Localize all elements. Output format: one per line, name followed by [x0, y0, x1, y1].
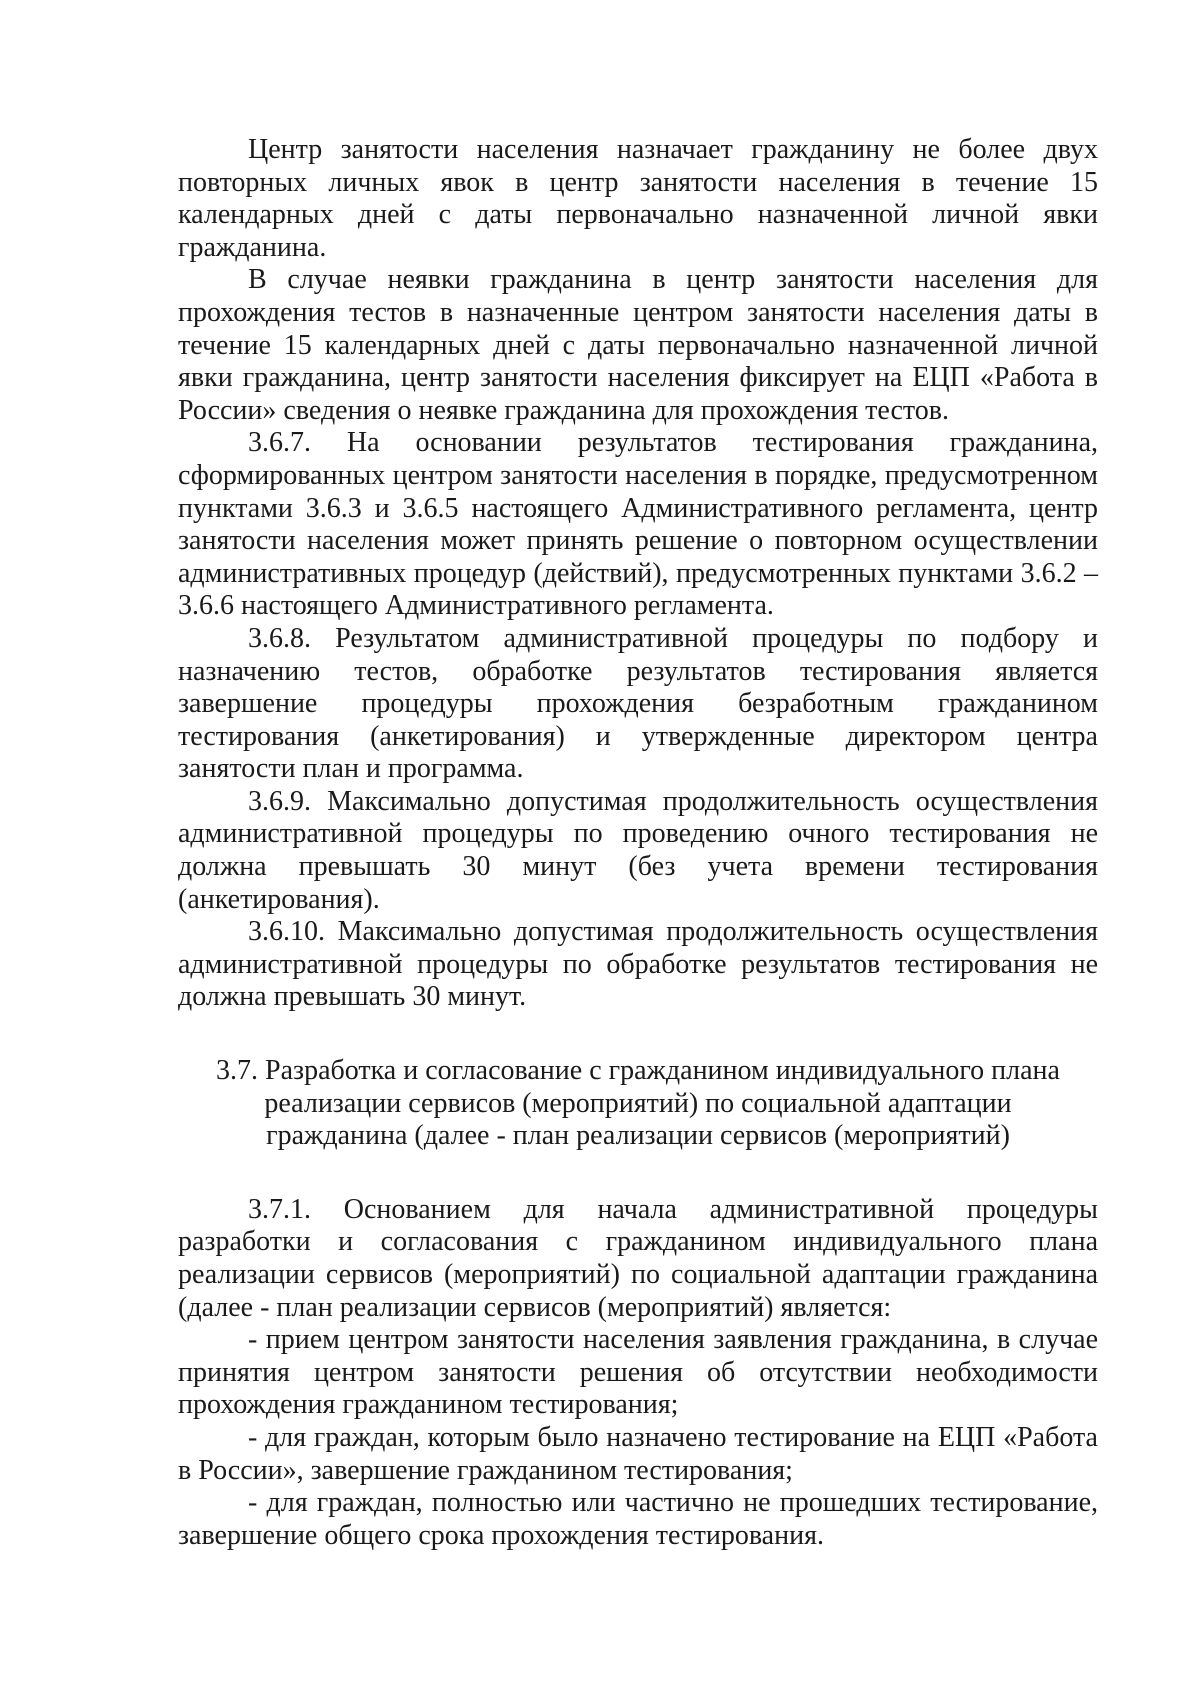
- list-item-testing-not-passed: - для граждан, полностью или частично не прошедших тестирование, завершение общего срока прохождения тестирования.: [178, 1487, 1098, 1551]
- paragraph-repeat-visits: Центр занятости населения назначает гражданину не более двух повторных личных явок в центр занятости населения в течение 15 календарных дней с даты первоначально назначенной личной явки гражданина.: [178, 134, 1098, 263]
- paragraph-3-7-1: 3.7.1. Основанием для начала административной процедуры разработки и согласования с гражданином индивидуального плана реализации сервисов (мероприятий) по социальной адаптации гражданина (далее - план реализации сервисов (мероприятий) является:: [178, 1193, 1098, 1323]
- paragraph-3-6-7: 3.6.7. На основании результатов тестирования гражданина, сформированных центром занятости населения в порядке, предусмотренном пунктами 3.6.3 и 3.6.5 настоящего Административного регламента, центр занятости населения может принять решение о повторном осуществлении административных процедур (действий), предусмотренных пунктами 3.6.2 – 3.6.6 настоящего Административного регламента.: [178, 427, 1098, 622]
- document-body: [178, 134, 1098, 1552]
- list-item-application: - прием центром занятости населения заявления гражданина, в случае принятия центром занятости решения об отсутствии необходимости прохождения гражданином тестирования;: [178, 1324, 1098, 1421]
- paragraph-3-6-9: 3.6.9. Максимально допустимая продолжительность осуществления административной процедуры по проведению очного тестирования не должна превышать 30 минут (без учета времени тестирования (анкетирования).: [178, 785, 1098, 915]
- list-item-testing-assigned: - для граждан, которым было назначено тестирование на ЕЦП «Работа в России», завершение гражданином тестирования;: [178, 1421, 1098, 1486]
- section-heading-3-7: 3.7. Разработка и согласование с гражданином индивидуального плана реализации сервисов (мероприятий) по социальной адаптации гражданина (далее - план реализации сервисов (мероприятий): [216, 1055, 1060, 1152]
- paragraph-3-6-8: 3.6.8. Результатом административной процедуры по подбору и назначению тестов, обработке результатов тестирования является завершение процедуры прохождения безработным гражданином тестирования (анкетирования) и утвержденные директором центра занятости план и программа.: [178, 622, 1098, 785]
- paragraph-no-show: В случае неявки гражданина в центр занятости населения для прохождения тестов в назначенные центром занятости населения даты в течение 15 календарных дней с даты первоначально назначенной личной явки гражданина, центр занятости населения фиксирует на ЕЦП «Работа в России» сведения о неявке гражданина для прохождения тестов.: [178, 264, 1098, 426]
- paragraph-3-6-10: 3.6.10. Максимально допустимая продолжительность осуществления административной процедуры по обработке результатов тестирования не должна превышать 30 минут.: [178, 916, 1098, 1013]
